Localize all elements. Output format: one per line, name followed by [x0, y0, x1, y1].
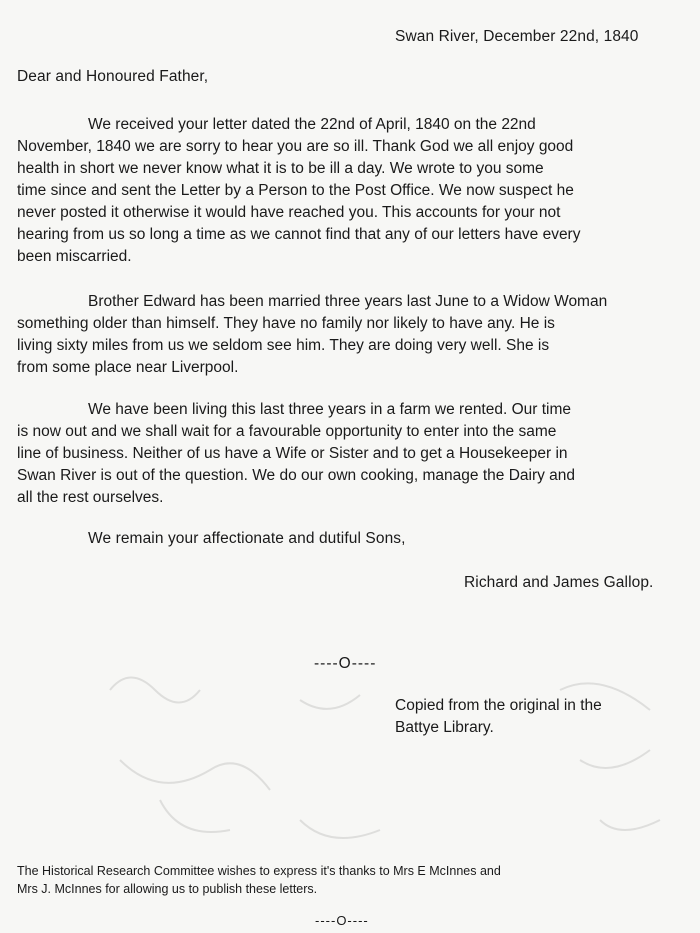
paragraph-line: Brother Edward has been married three years last June to a Widow Woman [88, 293, 608, 310]
paragraph-line: is now out and we shall wait for a favourable opportunity to enter into the same [17, 423, 557, 440]
paragraph-line: November, 1840 we are sorry to hear you are so ill. Thank God we all enjoy good [17, 138, 574, 155]
letter-salutation: Dear and Honoured Father, [17, 68, 209, 85]
paragraph-line: living sixty miles from us we seldom see him. They are doing very well. She is [17, 337, 550, 354]
paragraph-line: from some place near Liverpool. [17, 359, 239, 376]
section-divider: ----O---- [314, 655, 377, 672]
paragraph-line: never posted it otherwise it would have reached you. This accounts for your not [17, 204, 561, 221]
acknowledgement-line: The Historical Research Committee wishes to express it's thanks to Mrs E McInnes and [17, 864, 501, 878]
letter-signature: Richard and James Gallop. [464, 574, 654, 591]
letter-paragraph-2 [17, 291, 607, 379]
paragraph-line: time since and sent the Letter by a Person to the Post Office. We now suspect he [17, 182, 574, 199]
acknowledgement-line: Mrs J. McInnes for allowing us to publish these letters. [17, 882, 318, 896]
letter-paragraph-1 [17, 114, 580, 268]
letter-paragraph-3 [17, 399, 575, 509]
paragraph-line: something older than himself. They have no family nor likely to have any. He is [17, 315, 555, 332]
paragraph-line: all the rest ourselves. [17, 489, 164, 506]
paragraph-line: been miscarried. [17, 248, 132, 265]
acknowledgement-note [17, 862, 501, 898]
footer-divider: ----O---- [315, 913, 369, 928]
source-note-line: Battye Library. [395, 719, 494, 736]
paragraph-line: line of business. Neither of us have a Wife or Sister and to get a Housekeeper in [17, 445, 568, 462]
letter-closing: We remain your affectionate and dutiful Sons, [88, 530, 406, 547]
letter-dateline: Swan River, December 22nd, 1840 [395, 28, 639, 45]
paragraph-line: We received your letter dated the 22nd of April, 1840 on the 22nd [88, 116, 536, 133]
paragraph-line: hearing from us so long a time as we cannot find that any of our letters have every [17, 226, 581, 243]
source-note-line: Copied from the original in the [395, 697, 602, 714]
source-note [395, 695, 602, 739]
paragraph-line: health in short we never know what it is to be ill a day. We wrote to you some [17, 160, 544, 177]
paragraph-line: We have been living this last three years in a farm we rented. Our time [88, 401, 572, 418]
paragraph-line: Swan River is out of the question. We do our own cooking, manage the Dairy and [17, 467, 576, 484]
